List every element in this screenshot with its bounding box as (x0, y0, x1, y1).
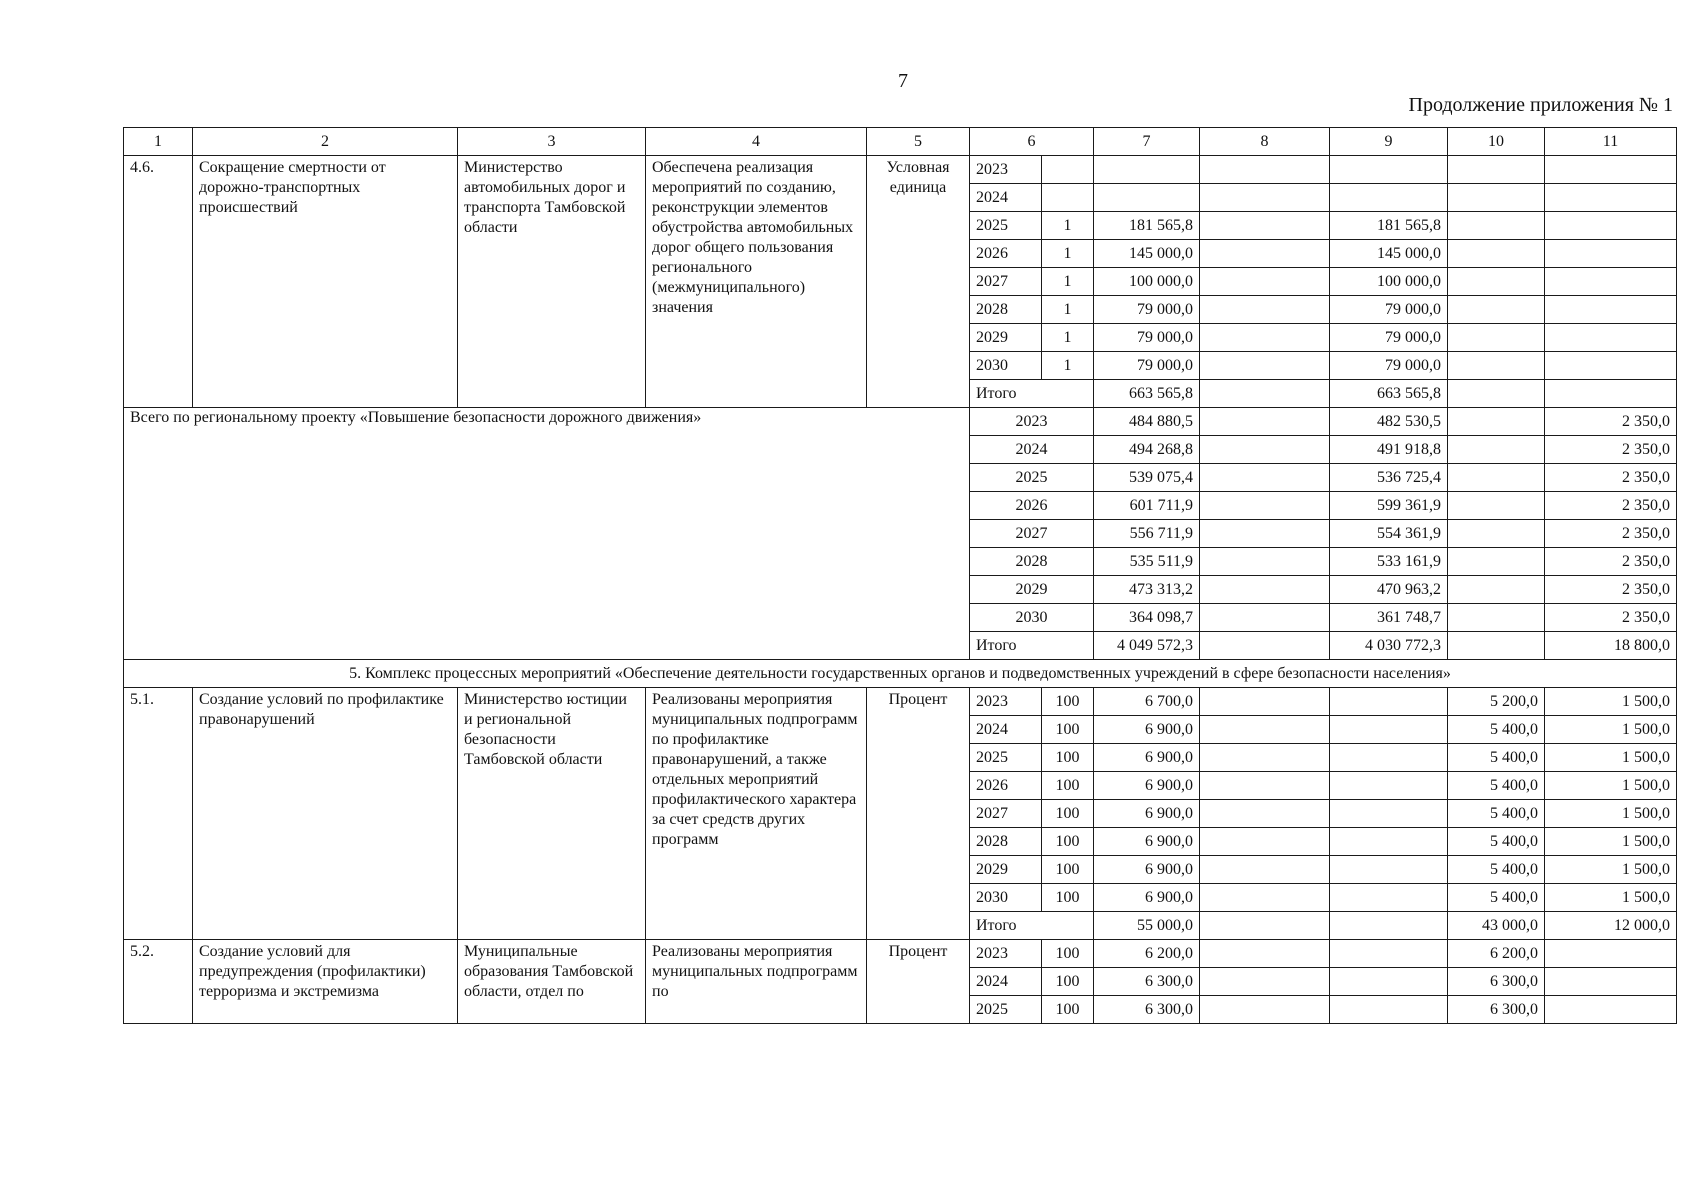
amount-local (1448, 632, 1545, 660)
amount-local: 5 400,0 (1448, 884, 1545, 912)
total-label: Итого (970, 912, 1094, 940)
year-cell: 2023 (970, 688, 1042, 716)
amount-federal (1200, 744, 1330, 772)
amount-federal (1200, 156, 1330, 184)
financing-table (123, 127, 1677, 1024)
column-header: 10 (1448, 128, 1545, 156)
amount-other (1545, 380, 1677, 408)
item-responsible: Министерство автомобильных дорог и транспорта Тамбовской области (458, 156, 646, 408)
indicator-value (1042, 156, 1094, 184)
amount-other: 1 500,0 (1545, 716, 1677, 744)
amount-regional (1330, 184, 1448, 212)
year-cell: 2024 (970, 968, 1042, 996)
amount-regional: 599 361,9 (1330, 492, 1448, 520)
amount-total: 55 000,0 (1094, 912, 1200, 940)
amount-regional (1330, 156, 1448, 184)
amount-regional: 491 918,8 (1330, 436, 1448, 464)
amount-total (1094, 156, 1200, 184)
amount-local: 5 400,0 (1448, 716, 1545, 744)
amount-federal (1200, 408, 1330, 436)
amount-federal (1200, 772, 1330, 800)
table-row (124, 940, 1677, 968)
amount-other (1545, 240, 1677, 268)
amount-total: 145 000,0 (1094, 240, 1200, 268)
indicator-value: 1 (1042, 212, 1094, 240)
amount-federal (1200, 884, 1330, 912)
year-cell: 2025 (970, 212, 1042, 240)
item-unit: Условная единица (867, 156, 970, 408)
total-label: Итого (970, 380, 1094, 408)
year-cell: 2025 (970, 744, 1042, 772)
amount-total: 484 880,5 (1094, 408, 1200, 436)
table-row (124, 156, 1677, 184)
table-row (124, 408, 1677, 436)
amount-other (1545, 184, 1677, 212)
amount-total: 494 268,8 (1094, 436, 1200, 464)
amount-federal (1200, 632, 1330, 660)
amount-federal (1200, 688, 1330, 716)
amount-regional: 79 000,0 (1330, 324, 1448, 352)
indicator-value: 100 (1042, 688, 1094, 716)
amount-local (1448, 268, 1545, 296)
amount-other: 1 500,0 (1545, 884, 1677, 912)
amount-other: 2 350,0 (1545, 576, 1677, 604)
amount-local: 6 300,0 (1448, 968, 1545, 996)
column-header: 1 (124, 128, 193, 156)
indicator-value: 1 (1042, 240, 1094, 268)
amount-federal (1200, 968, 1330, 996)
year-cell: 2026 (970, 772, 1042, 800)
amount-local: 5 400,0 (1448, 800, 1545, 828)
amount-other (1545, 352, 1677, 380)
amount-total: 4 049 572,3 (1094, 632, 1200, 660)
year-cell: 2025 (970, 996, 1042, 1024)
amount-local (1448, 408, 1545, 436)
item-number: 4.6. (124, 156, 193, 408)
item-number: 5.2. (124, 940, 193, 1024)
amount-regional: 533 161,9 (1330, 548, 1448, 576)
appendix-continuation-label: Продолжение приложения № 1 (1408, 94, 1673, 116)
amount-regional: 361 748,7 (1330, 604, 1448, 632)
indicator-value: 100 (1042, 716, 1094, 744)
indicator-value: 100 (1042, 968, 1094, 996)
year-cell: 2027 (970, 520, 1094, 548)
year-cell: 2028 (970, 296, 1042, 324)
amount-regional (1330, 688, 1448, 716)
amount-local (1448, 436, 1545, 464)
amount-other: 2 350,0 (1545, 492, 1677, 520)
amount-regional (1330, 996, 1448, 1024)
amount-regional: 470 963,2 (1330, 576, 1448, 604)
table-row (124, 688, 1677, 716)
amount-regional (1330, 828, 1448, 856)
indicator-value: 100 (1042, 940, 1094, 968)
year-cell: 2030 (970, 884, 1042, 912)
amount-federal (1200, 912, 1330, 940)
amount-total: 6 900,0 (1094, 828, 1200, 856)
amount-local: 5 400,0 (1448, 772, 1545, 800)
amount-federal (1200, 268, 1330, 296)
amount-local (1448, 520, 1545, 548)
amount-total: 6 900,0 (1094, 800, 1200, 828)
amount-total: 6 900,0 (1094, 772, 1200, 800)
amount-other: 1 500,0 (1545, 688, 1677, 716)
amount-local: 6 300,0 (1448, 996, 1545, 1024)
amount-other: 2 350,0 (1545, 520, 1677, 548)
year-cell: 2027 (970, 800, 1042, 828)
indicator-value: 100 (1042, 744, 1094, 772)
project-total-label: Всего по региональному проекту «Повышение безопасности дорожного движения» (124, 408, 970, 660)
amount-regional: 181 565,8 (1330, 212, 1448, 240)
amount-total: 6 300,0 (1094, 996, 1200, 1024)
amount-regional (1330, 968, 1448, 996)
amount-total: 6 900,0 (1094, 856, 1200, 884)
amount-federal (1200, 996, 1330, 1024)
amount-regional (1330, 884, 1448, 912)
indicator-value: 1 (1042, 352, 1094, 380)
amount-regional (1330, 772, 1448, 800)
column-header: 11 (1545, 128, 1677, 156)
year-cell: 2024 (970, 436, 1094, 464)
item-result: Реализованы мероприятия муниципальных подпрограмм по (646, 940, 867, 1024)
year-cell: 2030 (970, 604, 1094, 632)
amount-federal (1200, 520, 1330, 548)
amount-total: 663 565,8 (1094, 380, 1200, 408)
amount-regional (1330, 940, 1448, 968)
amount-federal (1200, 492, 1330, 520)
amount-other (1545, 996, 1677, 1024)
indicator-value: 100 (1042, 996, 1094, 1024)
page-number: 7 (898, 70, 908, 92)
amount-other: 2 350,0 (1545, 548, 1677, 576)
item-name: Сокращение смертности от дорожно-транспортных происшествий (193, 156, 458, 408)
column-header: 2 (193, 128, 458, 156)
amount-federal (1200, 548, 1330, 576)
year-cell: 2028 (970, 548, 1094, 576)
amount-other: 1 500,0 (1545, 828, 1677, 856)
amount-local (1448, 184, 1545, 212)
amount-total: 6 700,0 (1094, 688, 1200, 716)
amount-total: 79 000,0 (1094, 352, 1200, 380)
amount-federal (1200, 604, 1330, 632)
amount-federal (1200, 800, 1330, 828)
amount-federal (1200, 856, 1330, 884)
amount-local: 5 400,0 (1448, 856, 1545, 884)
year-cell: 2024 (970, 716, 1042, 744)
amount-other: 1 500,0 (1545, 800, 1677, 828)
amount-other: 12 000,0 (1545, 912, 1677, 940)
item-unit: Процент (867, 688, 970, 940)
amount-local: 5 400,0 (1448, 828, 1545, 856)
amount-local (1448, 464, 1545, 492)
amount-total: 181 565,8 (1094, 212, 1200, 240)
column-header: 7 (1094, 128, 1200, 156)
amount-other (1545, 968, 1677, 996)
indicator-value (1042, 184, 1094, 212)
amount-regional: 482 530,5 (1330, 408, 1448, 436)
amount-regional (1330, 744, 1448, 772)
year-cell: 2023 (970, 156, 1042, 184)
item-name: Создание условий по профилактике правонарушений (193, 688, 458, 940)
amount-local: 5 400,0 (1448, 744, 1545, 772)
indicator-value: 100 (1042, 772, 1094, 800)
amount-local (1448, 156, 1545, 184)
amount-federal (1200, 828, 1330, 856)
indicator-value: 1 (1042, 268, 1094, 296)
year-cell: 2026 (970, 492, 1094, 520)
amount-other (1545, 296, 1677, 324)
amount-regional (1330, 912, 1448, 940)
amount-regional: 554 361,9 (1330, 520, 1448, 548)
amount-federal (1200, 576, 1330, 604)
amount-local (1448, 296, 1545, 324)
amount-regional: 145 000,0 (1330, 240, 1448, 268)
amount-other: 2 350,0 (1545, 464, 1677, 492)
amount-regional (1330, 856, 1448, 884)
indicator-value: 100 (1042, 856, 1094, 884)
amount-federal (1200, 940, 1330, 968)
item-name: Создание условий для предупреждения (профилактики) терроризма и экстремизма (193, 940, 458, 1024)
amount-regional: 4 030 772,3 (1330, 632, 1448, 660)
amount-local (1448, 212, 1545, 240)
amount-federal (1200, 296, 1330, 324)
amount-total: 6 200,0 (1094, 940, 1200, 968)
amount-local (1448, 240, 1545, 268)
year-cell: 2029 (970, 324, 1042, 352)
amount-total: 79 000,0 (1094, 296, 1200, 324)
amount-federal (1200, 352, 1330, 380)
amount-regional: 100 000,0 (1330, 268, 1448, 296)
indicator-value: 100 (1042, 828, 1094, 856)
item-result: Обеспечена реализация мероприятий по созданию, реконструкции элементов обустройства автомобильных дорог общего пользования регионального (межмуниципального) значения (646, 156, 867, 408)
amount-regional: 79 000,0 (1330, 352, 1448, 380)
amount-federal (1200, 436, 1330, 464)
year-cell: 2027 (970, 268, 1042, 296)
amount-local (1448, 324, 1545, 352)
amount-total: 100 000,0 (1094, 268, 1200, 296)
amount-total: 364 098,7 (1094, 604, 1200, 632)
column-header: 3 (458, 128, 646, 156)
amount-federal (1200, 716, 1330, 744)
amount-other: 1 500,0 (1545, 856, 1677, 884)
amount-total: 6 900,0 (1094, 884, 1200, 912)
amount-other: 2 350,0 (1545, 408, 1677, 436)
amount-other (1545, 940, 1677, 968)
column-header: 4 (646, 128, 867, 156)
header-row (124, 128, 1677, 156)
amount-local (1448, 352, 1545, 380)
amount-federal (1200, 324, 1330, 352)
item-responsible: Министерство юстиции и региональной безопасности Тамбовской области (458, 688, 646, 940)
amount-other (1545, 324, 1677, 352)
amount-regional: 536 725,4 (1330, 464, 1448, 492)
year-cell: 2023 (970, 940, 1042, 968)
year-cell: 2026 (970, 240, 1042, 268)
amount-total: 6 900,0 (1094, 744, 1200, 772)
indicator-value: 100 (1042, 800, 1094, 828)
indicator-value: 1 (1042, 324, 1094, 352)
item-unit: Процент (867, 940, 970, 1024)
amount-local (1448, 604, 1545, 632)
year-cell: 2025 (970, 464, 1094, 492)
amount-other (1545, 268, 1677, 296)
year-cell: 2024 (970, 184, 1042, 212)
amount-other: 1 500,0 (1545, 772, 1677, 800)
year-cell: 2029 (970, 576, 1094, 604)
amount-total: 6 900,0 (1094, 716, 1200, 744)
section-row (124, 660, 1677, 688)
item-number: 5.1. (124, 688, 193, 940)
column-header: 8 (1200, 128, 1330, 156)
amount-local (1448, 380, 1545, 408)
amount-total: 556 711,9 (1094, 520, 1200, 548)
column-header: 9 (1330, 128, 1448, 156)
amount-federal (1200, 212, 1330, 240)
year-cell: 2030 (970, 352, 1042, 380)
amount-total: 79 000,0 (1094, 324, 1200, 352)
amount-total (1094, 184, 1200, 212)
amount-total: 6 300,0 (1094, 968, 1200, 996)
amount-regional: 663 565,8 (1330, 380, 1448, 408)
year-cell: 2029 (970, 856, 1042, 884)
amount-total: 473 313,2 (1094, 576, 1200, 604)
amount-federal (1200, 464, 1330, 492)
amount-total: 539 075,4 (1094, 464, 1200, 492)
item-result: Реализованы мероприятия муниципальных подпрограмм по профилактике правонарушений, а также отдельных мероприятий профилактического характера за счет средств других программ (646, 688, 867, 940)
amount-regional: 79 000,0 (1330, 296, 1448, 324)
amount-other (1545, 212, 1677, 240)
amount-federal (1200, 184, 1330, 212)
section-title: 5. Комплекс процессных мероприятий «Обеспечение деятельности государственных органов и подведомственных учреждений в сфере безопасности населения» (124, 660, 1677, 688)
amount-federal (1200, 380, 1330, 408)
total-label: Итого (970, 632, 1094, 660)
amount-local: 6 200,0 (1448, 940, 1545, 968)
indicator-value: 100 (1042, 884, 1094, 912)
amount-local (1448, 492, 1545, 520)
column-header: 6 (970, 128, 1094, 156)
year-cell: 2023 (970, 408, 1094, 436)
amount-total: 535 511,9 (1094, 548, 1200, 576)
amount-other (1545, 156, 1677, 184)
amount-other: 2 350,0 (1545, 436, 1677, 464)
amount-local (1448, 576, 1545, 604)
amount-local: 43 000,0 (1448, 912, 1545, 940)
amount-regional (1330, 800, 1448, 828)
year-cell: 2028 (970, 828, 1042, 856)
amount-local (1448, 548, 1545, 576)
amount-federal (1200, 240, 1330, 268)
amount-other: 2 350,0 (1545, 604, 1677, 632)
amount-other: 1 500,0 (1545, 744, 1677, 772)
amount-regional (1330, 716, 1448, 744)
amount-other: 18 800,0 (1545, 632, 1677, 660)
amount-local: 5 200,0 (1448, 688, 1545, 716)
indicator-value: 1 (1042, 296, 1094, 324)
column-header: 5 (867, 128, 970, 156)
amount-total: 601 711,9 (1094, 492, 1200, 520)
item-responsible: Муниципальные образования Тамбовской области, отдел по (458, 940, 646, 1024)
